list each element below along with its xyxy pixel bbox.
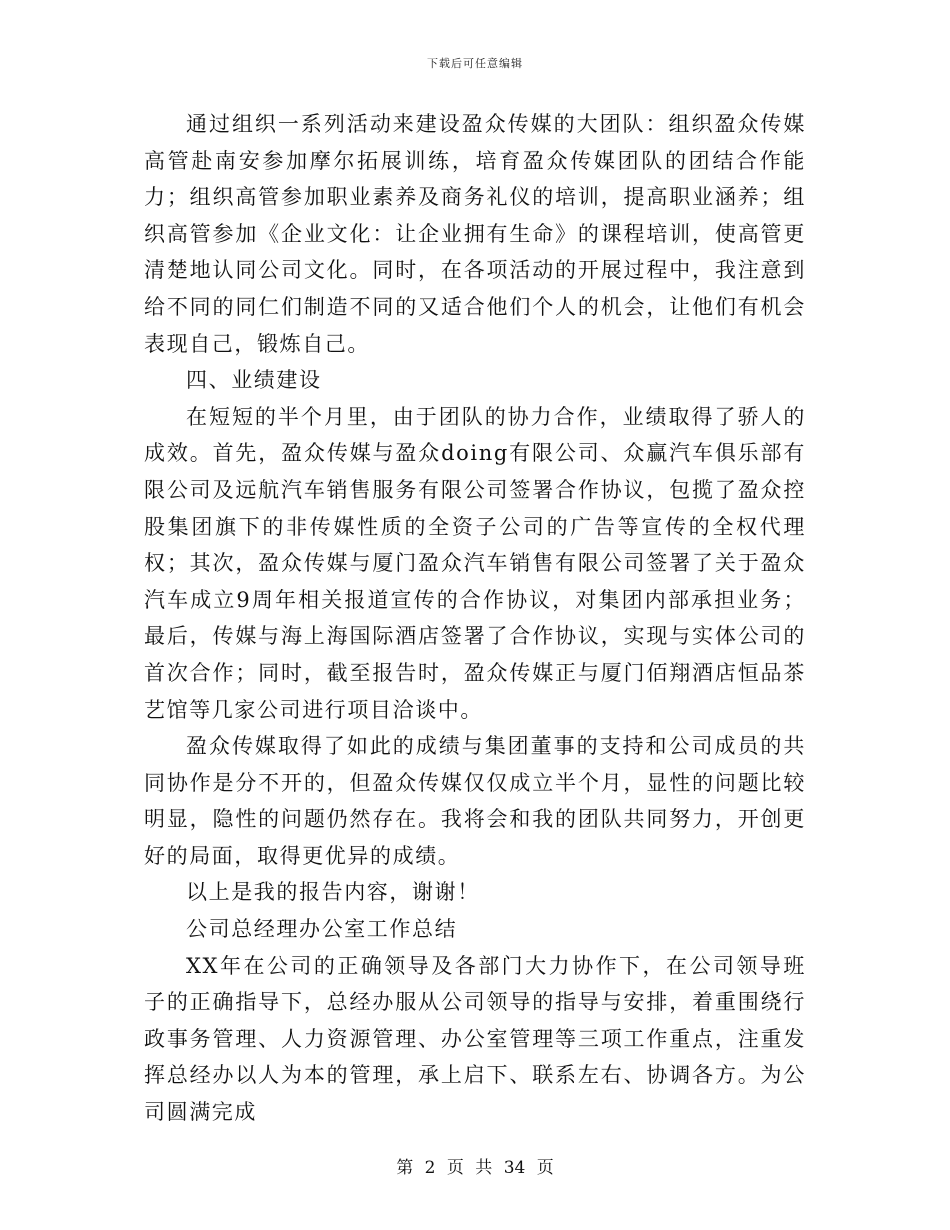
- paragraph-office-work: XX年在公司的正确领导及各部门大力协作下，在公司领导班子的正确指导下，总经办服从公司领导的指导与安排，着重围绕行政事务管理、人力资源管理、办公室管理等三项工作重点，注重发挥总经办以人为本的管理，承上启下、联系左右、协调各方。为公司圆满完成: [144, 953, 806, 1125]
- section-heading-office-summary: 公司总经理办公室工作总结: [186, 917, 458, 942]
- section-heading-performance: 四、业绩建设: [186, 368, 322, 393]
- page-number-footer: 第 2 页 共 34 页: [396, 1158, 554, 1178]
- paragraph-closing-thanks: 以上是我的报告内容，谢谢！: [186, 880, 480, 905]
- document-body: [144, 106, 806, 1131]
- paragraph-performance-results: 在短短的半个月里，由于团队的协力合作，业绩取得了骄人的成效。首先，盈众传媒与盈众doing有限公司、众赢汽车俱乐部有限公司及远航汽车销售服务有限公司签署合作协议，包揽了盈众控股集团旗下的非传媒性质的全资子公司的广告等宣传的全权代理权；其次，盈众传媒与厦门盈众汽车销售有限公司签署了关于盈众汽车成立9周年相关报道宣传的合作协议，对集团内部承担业务；最后，传媒与海上海国际酒店签署了合作协议，实现与实体公司的首次合作；同时，截至报告时，盈众传媒正与厦门佰翔酒店恒品茶艺馆等几家公司进行项目洽谈中。: [144, 404, 806, 722]
- paragraph-achievements-summary: 盈众传媒取得了如此的成绩与集团董事的支持和公司成员的共同协作是分不开的，但盈众传媒仅仅成立半个月，显性的问题比较明显，隐性的问题仍然存在。我将会和我的团队共同努力，开创更好的局面，取得更优异的成绩。: [144, 734, 806, 868]
- page-header-note: 下载后可任意编辑: [427, 57, 523, 70]
- paragraph-team-activities: 通过组织一系列活动来建设盈众传媒的大团队：组织盈众传媒高管赴南安参加摩尔拓展训练，培育盈众传媒团队的团结合作能力；组织高管参加职业素养及商务礼仪的培训，提高职业涵养；组织高管参加《企业文化：让企业拥有生命》的课程培训，使高管更清楚地认同公司文化。同时，在各项活动的开展过程中，我注意到给不同的同仁们制造不同的又适合他们个人的机会，让他们有机会表现自己，锻炼自己。: [144, 112, 806, 356]
